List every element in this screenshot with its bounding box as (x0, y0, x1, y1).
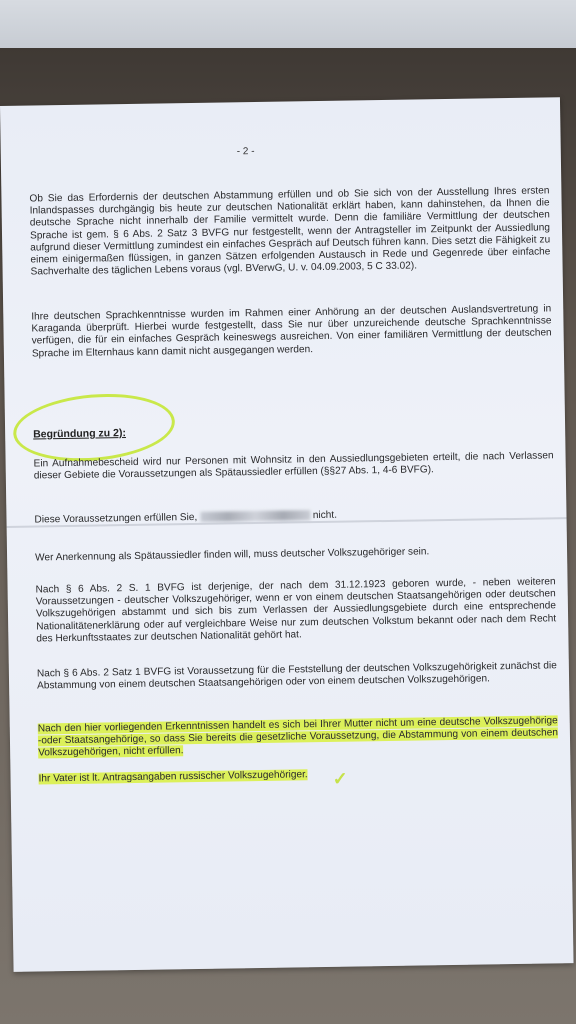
section-heading: Begründung zu 2): (33, 427, 126, 441)
highlighted-text-mutter: Nach den hier vorliegenden Erkenntnissen handelt es sich bei Ihrer Mutter nicht um eine deutsche Volkszugehörige -oder Staatsangehörige, so dass Sie bereits die gesetzliche Voraussetzung, die Abstammung von einem deutschen Volkszugehörigen, nicht erfüllen. (37, 715, 559, 759)
paragraph-abstammung-voraussetzung: Nach § 6 Abs. 2 Satz 1 BVFG ist Voraussetzung für die Feststellung der deutschen Volkszugehörigkeit zunächst die Abstammung von einem deutschen Staatsangehörigen oder von einem deutschen Volkszugehörigen. (36, 660, 557, 692)
document-page (0, 97, 574, 972)
window-frame (0, 0, 576, 48)
paragraph-bvfg-definition: Nach § 6 Abs. 2 S. 1 BVFG ist derjenige, der nach dem 31.12.1923 geboren wurde, - neben weiteren Voraussetzungen - deutscher Volkszugehöriger, wenn er von einem deutschen Staatsangehörigen oder deutschen Volkszugehörigen abstammt und sich bis zum Verlassen der Aussiedlungsgebiete durch eine entsprechende Nationalitätenerklärung oder auf vergleichbare Weise nur zum deutschen Volkstum bekannt oder nach dem Recht des Herkunftsstaates zur deutschen Nationalität gehört hat. (35, 576, 557, 645)
paragraph-aufnahmebescheid: Ein Aufnahmebescheid wird nur Personen mit Wohnsitz in den Aussiedlungsgebieten erteilt, die nach Verlassen dieser Gebiete die Voraussetzungen als Spätaussiedler erfüllen (§§27 Abs. 1, 4-6 BVFG). (33, 450, 554, 482)
paragraph-vater (38, 765, 558, 785)
paragraph-anerkennung: Wer Anerkennung als Spätaussiedler finden will, muss deutscher Volkszugehöriger sein. (35, 546, 430, 564)
highlighted-text-vater: Ihr Vater ist lt. Antragsangaben russischer Volkszugehöriger. (38, 769, 308, 785)
paragraph-mutter (38, 715, 559, 760)
check-mark-annotation: ✓ (332, 768, 348, 789)
paragraph-abstammung: Ob Sie das Erfordernis der deutschen Abstammung erfüllen und ob Sie sich von der Ausstellung Ihres ersten Inlandspasses durchgängig bis heute zur deutschen Nationalität erklärt haben, kann dahinstehen, da Ihnen die deutsche Sprache nicht innerhalb der Familie vermittelt wurde. Denn die familiäre Vermittlung der deutschen Sprache ist gem. § 6 Abs. 2 Satz 3 BVFG nur festgestellt, wenn der Antragsteller im Zeitpunkt der Aussiedlung aufgrund dieser Vermittlung zumindest ein einfaches Gespräch auf Deutsch führen kann. Dies setzt die Fähigkeit zu einem einigermaßen flüssigen, in ganzen Sätzen erfolgenden Austausch in Rede und Gegenrede über einfache Sachverhalte des täglichen Lebens voraus (vgl. BVerwG, U. v. 04.09.2003, 5 C 33.02). (29, 185, 551, 278)
page-number: - 2 - (236, 146, 255, 158)
voraussetzungen-text: Diese Voraussetzungen erfüllen Sie, (34, 511, 198, 526)
voraussetzungen-end: nicht. (312, 509, 338, 522)
paragraph-sprachkenntnisse: Ihre deutschen Sprachkenntnisse wurden im Rahmen einer Anhörung an der deutschen Auslandsvertretung in Karaganda überprüft. Hierbei wurde festgestellt, dass Sie nur über unzureichende deutsche Sprachkenntnisse verfügen, die für ein einfaches Gespräch keineswegs ausreichen. Von einer familiären Vermittlung der deutschen Sprache im Elternhaus kann damit nicht ausgegangen werden. (31, 303, 552, 360)
redacted-name (200, 511, 310, 523)
paragraph-voraussetzungen (34, 506, 554, 526)
